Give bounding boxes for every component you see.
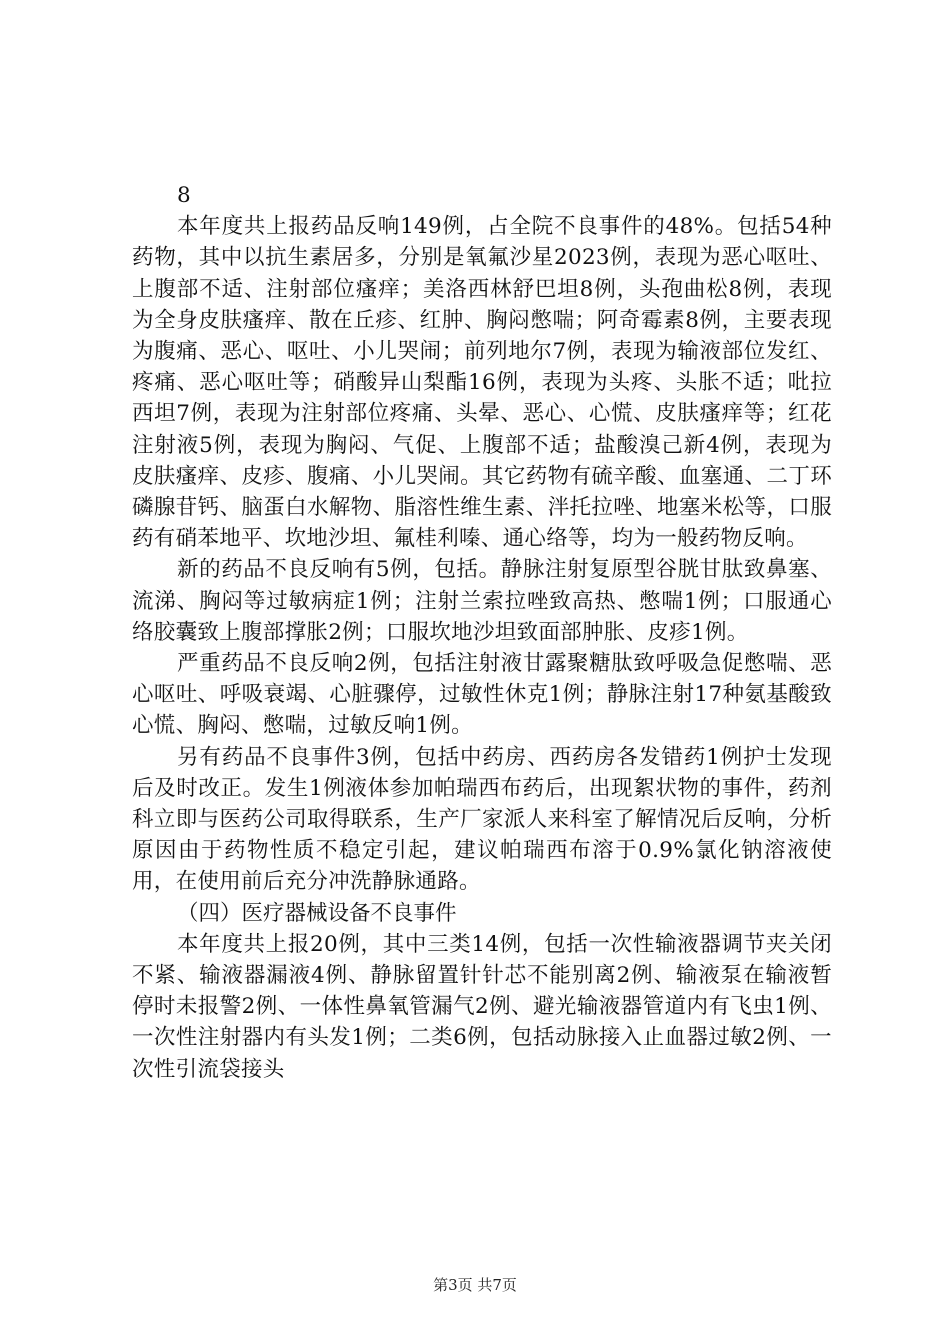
section-heading: （四）医疗器械设备不良事件 <box>177 900 457 926</box>
paragraph-drug-reactions: 本年度共上报药品反响149例，占全院不良事件的48%。包括54种药物，其中以抗生素居多，分别是氧氟沙星2023例，表现为恶心呕吐、上腹部不适、注射部位瘙痒；美洛西林舒巴坦8例，头孢曲松8例，表现为全身皮肤瘙痒、散在丘疹、红肿、胸闷憋喘；阿奇霉素8例，主要表现为腹痛、恶心、呕吐、小儿哭闹；前列地尔7例，表现为输液部位发红、疼痛、恶心呕吐等；硝酸异山梨酯16例，表现为头疼、头胀不适；吡拉西坦7例，表现为注射部位疼痛、头晕、恶心、心慌、皮肤瘙痒等；红花注射液5例，表现为胸闷、气促、上腹部不适；盐酸溴己新4例，表现为皮肤瘙痒、皮疹、腹痛、小儿哭闹。其它药物有硫辛酸、血塞通、二丁环磷腺苷钙、脑蛋白水解物、脂溶性维生素、泮托拉唑、地塞米松等，口服药有硝苯地平、坎地沙坦、氟桂利嗪、通心络等，均为一般药物反响。 <box>132 214 832 552</box>
paragraph-serious-reactions: 严重药品不良反响2例，包括注射液甘露聚糖肽致呼吸急促憋喘、恶心呕吐、呼吸衰竭、心脏骤停，过敏性休克1例；静脉注射17种氨基酸致心慌、胸闷、憋喘，过敏反响1例。 <box>132 651 832 739</box>
paragraph-device-events: 本年度共上报20例，其中三类14例，包括一次性输液器调节夹关闭不紧、输液器漏液4例、静脉留置针针芯不能别离2例、输液泵在输液暂停时未报警2例、一体性鼻氧管漏气2例、避光输液器管道内有飞虫1例、一次性注射器内有头发1例；二类6例，包括动脉接入止血器过敏2例、一次性引流袋接头 <box>132 931 832 1082</box>
page-footer: 第3页 共7页 <box>433 1276 517 1294</box>
paragraph-new-reactions: 新的药品不良反响有5例，包括。静脉注射复原型谷胱甘肽致鼻塞、流涕、胸闷等过敏病症1例；注射兰索拉唑致高热、憋喘1例；口服通心络胶囊致上腹部撑胀2例；口服坎地沙坦致面部肿胀、皮疹1例。 <box>132 557 832 645</box>
document-body <box>132 180 832 1085</box>
number-line: 8 <box>177 183 191 208</box>
paragraph-other-events: 另有药品不良事件3例，包括中药房、西药房各发错药1例护士发现后及时改正。发生1例液体参加帕瑞西布药后，出现絮状物的事件，药剂科立即与医药公司取得联系，生产厂家派人来科室了解情况后反响，分析原因由于药物性质不稳定引起，建议帕瑞西布溶于0.9%氯化钠溶液使用，在使用前后充分冲洗静脉通路。 <box>132 744 832 895</box>
